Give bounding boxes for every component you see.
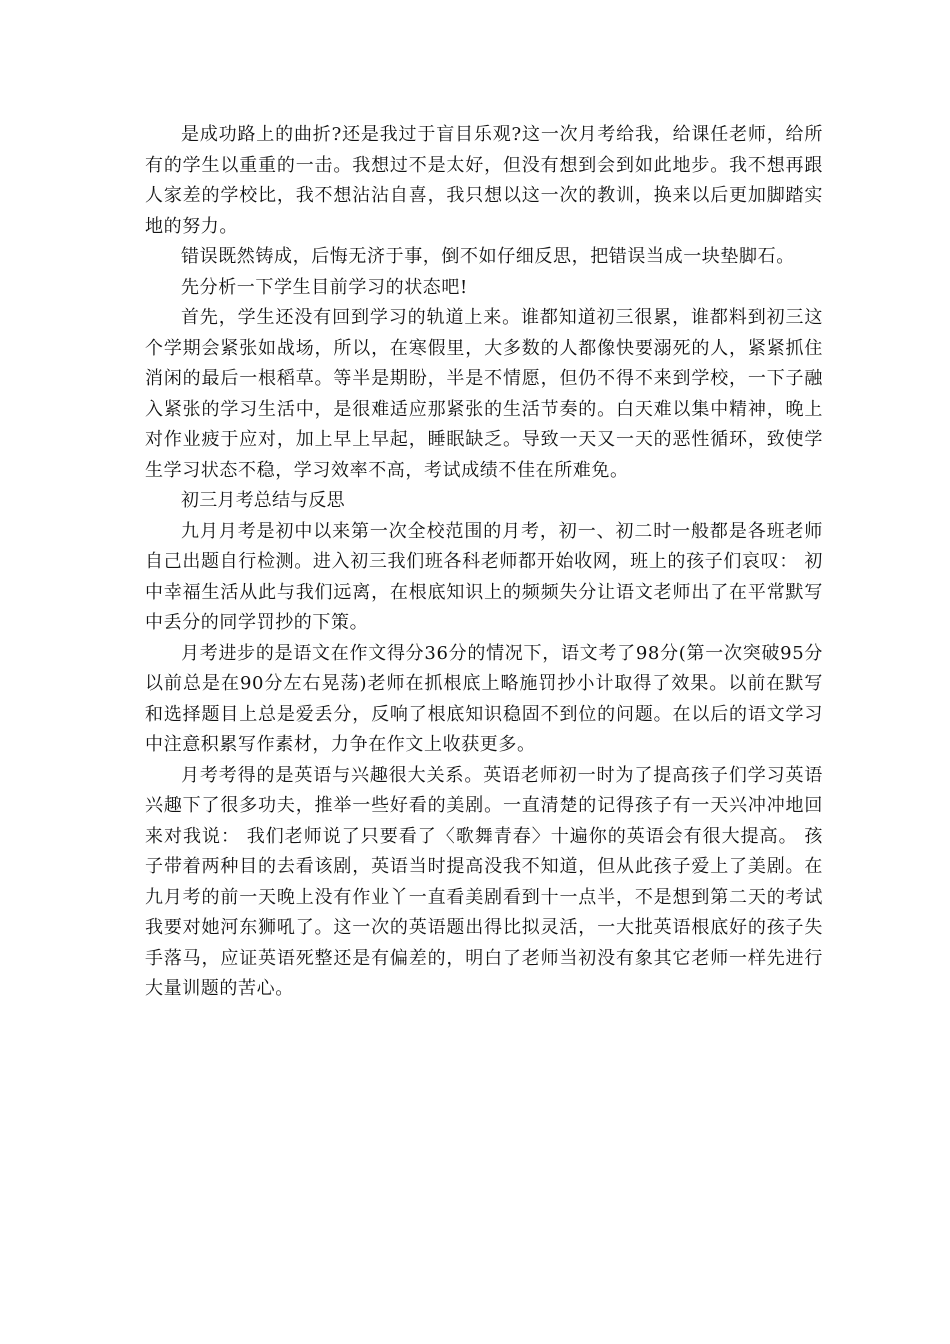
section-heading: 初三月考总结与反思	[181, 490, 345, 511]
paragraph-chinese-progress: 月考进步的是语文在作文得分36分的情况下，语文考了98分(第一次突破95分以前总是在90分左右晃荡)老师在抓根底上略施罚抄小计取得了效果。以前在默写和选择题目上总是爱丢分，反响了根底知识稳固不到位的问题。在以后的语文学习中注意积累写作素材，力争在作文上收获更多。	[145, 642, 823, 755]
paragraph-first-point: 首先，学生还没有回到学习的轨道上来。谁都知道初三很累，谁都料到初三这个学期会紧张如战场，所以，在寒假里，大多数的人都像快要溺死的人，紧紧抓住消闲的最后一根稻草。等半是期盼，半是不情愿，但仍不得不来到学校，一下子融入紧张的学习生活中，是很难适应那紧张的生活节奏的。白天难以集中精神，晚上对作业疲于应对，加上早上早起，睡眠缺乏。导致一天又一天的恶性循环，致使学生学习状态不稳，学习效率不高，考试成绩不佳在所难免。	[145, 307, 823, 481]
paragraph-september-exam: 九月月考是初中以来第一次全校范围的月考，初一、初二时一般都是各班老师自己出题自行检测。进入初三我们班各科老师都开始收网，班上的孩子们哀叹： 初中幸福生活从此与我们远离，在根底知识上的频频失分让语文老师出了在平常默写中丢分的同学罚抄的下策。	[145, 520, 823, 633]
document-body	[145, 120, 823, 1005]
paragraph-intro: 是成功路上的曲折?还是我过于盲目乐观?这一次月考给我，给课任老师，给所有的学生以重重的一击。我想过不是太好，但没有想到会到如此地步。我不想再跟人家差的学校比，我不想沾沾自喜，我只想以这一次的教训，换来以后更加脚踏实地的努力。	[145, 124, 823, 237]
paragraph-analysis-lead: 先分析一下学生目前学习的状态吧!	[181, 276, 468, 298]
paragraph-mistake: 错误既然铸成，后悔无济于事，倒不如仔细反思，把错误当成一块垫脚石。	[181, 246, 795, 267]
paragraph-english-interest: 月考考得的是英语与兴趣很大关系。英语老师初一时为了提高孩子们学习英语兴趣下了很多功夫，推举一些好看的美剧。一直清楚的记得孩子有一天兴冲冲地回来对我说： 我们老师说了只要看了〈歌舞青春〉十遍你的英语会有很大提高。 孩子带着两种目的去看该剧，英语当时提高没我不知道，但从此孩子爱上了美剧。在九月考的前一天晚上没有作业丫一直看美剧看到十一点半，不是想到第二天的考试我要对她河东狮吼了。这一次的英语题出得比拟灵活，一大批英语根底好的孩子失手落马，应证英语死整还是有偏差的，明白了老师当初没有象其它老师一样先进行大量训题的苦心。	[145, 764, 823, 999]
